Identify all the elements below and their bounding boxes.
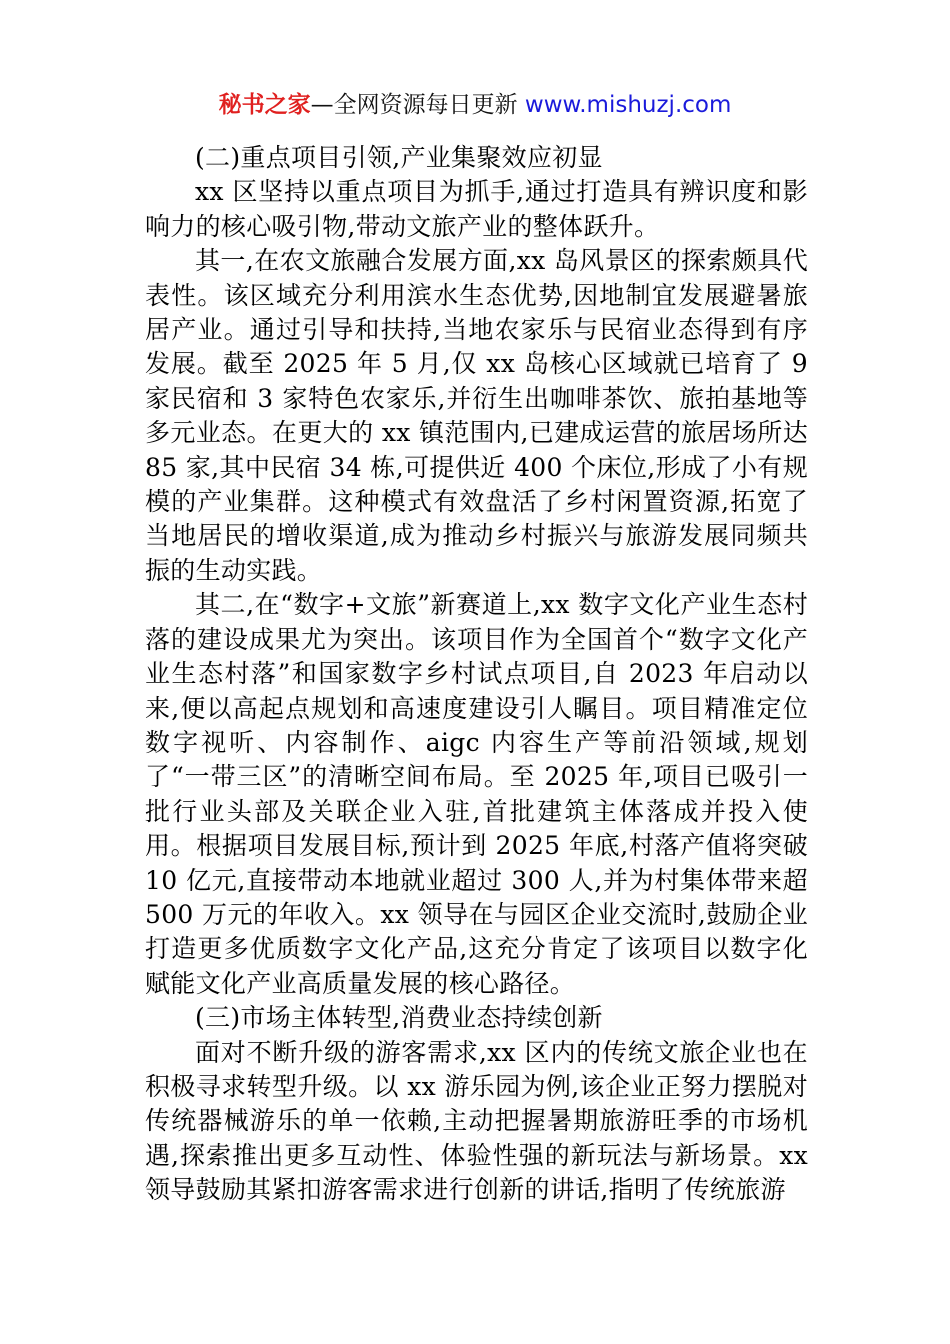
page-header [0,88,950,122]
paragraph-first: 其一,在农文旅融合发展方面,xx 岛风景区的探索颇具代表性。该区域充分利用滨水生态优势,因地制宜发展避暑旅居产业。通过引导和扶持,当地农家乐与民宿业态得到有序发展。截至 2025 年 5 月,仅 xx 岛核心区域就已培育了 9 家民宿和 3 家特色农家乐,并衍生出咖啡茶饮、旅拍基地等多元业态。在更大的 xx 镇范围内,已建成运营的旅居场所达 85 家,其中民宿 34 栋,可提供近 400 个床位,形成了小有规模的产业集群。这种模式有效盘活了乡村闲置资源,拓宽了当地居民的增收渠道,成为推动乡村振兴与旅游发展同频共振的生动实践。 [145,246,808,585]
header-url-link[interactable]: www.mishuzj.com [524,92,732,118]
section-heading-2: (二)重点项目引领,产业集聚效应初显 [195,143,603,172]
section-heading-3: (三)市场主体转型,消费业态持续创新 [195,1003,603,1033]
header-slogan: —全网资源每日更新 [310,92,518,118]
paragraph-market: 面对不断升级的游客需求,xx 区内的传统文旅企业也在积极寻求转型升级。以 xx 游乐园为例,该企业正努力摆脱对传统器械游乐的单一依赖,主动把握暑期旅游旺季的市场机遇,探索推出更多互动性、体验性强的新玩法与新场景。xx 领导鼓励其紧扣游客需求进行创新的讲话,指明了传统旅游 [145,1037,808,1205]
paragraph-second: 其二,在“数字+文旅”新赛道上,xx 数字文化产业生态村落的建设成果尤为突出。该项目作为全国首个“数字文化产业生态村落”和国家数字乡村试点项目,自 2023 年启动以来,便以高起点规划和高速度建设引人瞩目。项目精准定位数字视听、内容制作、aigc 内容生产等前沿领域,规划了“一带三区”的清晰空间布局。至 2025 年,项目已吸引一批行业头部及关联企业入驻,首批建筑主体落成并投入使用。根据项目发展目标,预计到 2025 年底,村落产值将突破 10 亿元,直接带动本地就业超过 300 人,并为村集体带来超 500 万元的年收入。xx 领导在与园区企业交流时,鼓励企业打造更多优质数字文化产品,这充分肯定了该项目以数字化赋能文化产业高质量发展的核心路径。 [145,590,808,998]
document-body [145,141,808,1208]
brand-name: 秘书之家 [218,92,311,118]
paragraph-intro: xx 区坚持以重点项目为抓手,通过打造具有辨识度和影响力的核心吸引物,带动文旅产业的整体跃升。 [145,177,808,241]
